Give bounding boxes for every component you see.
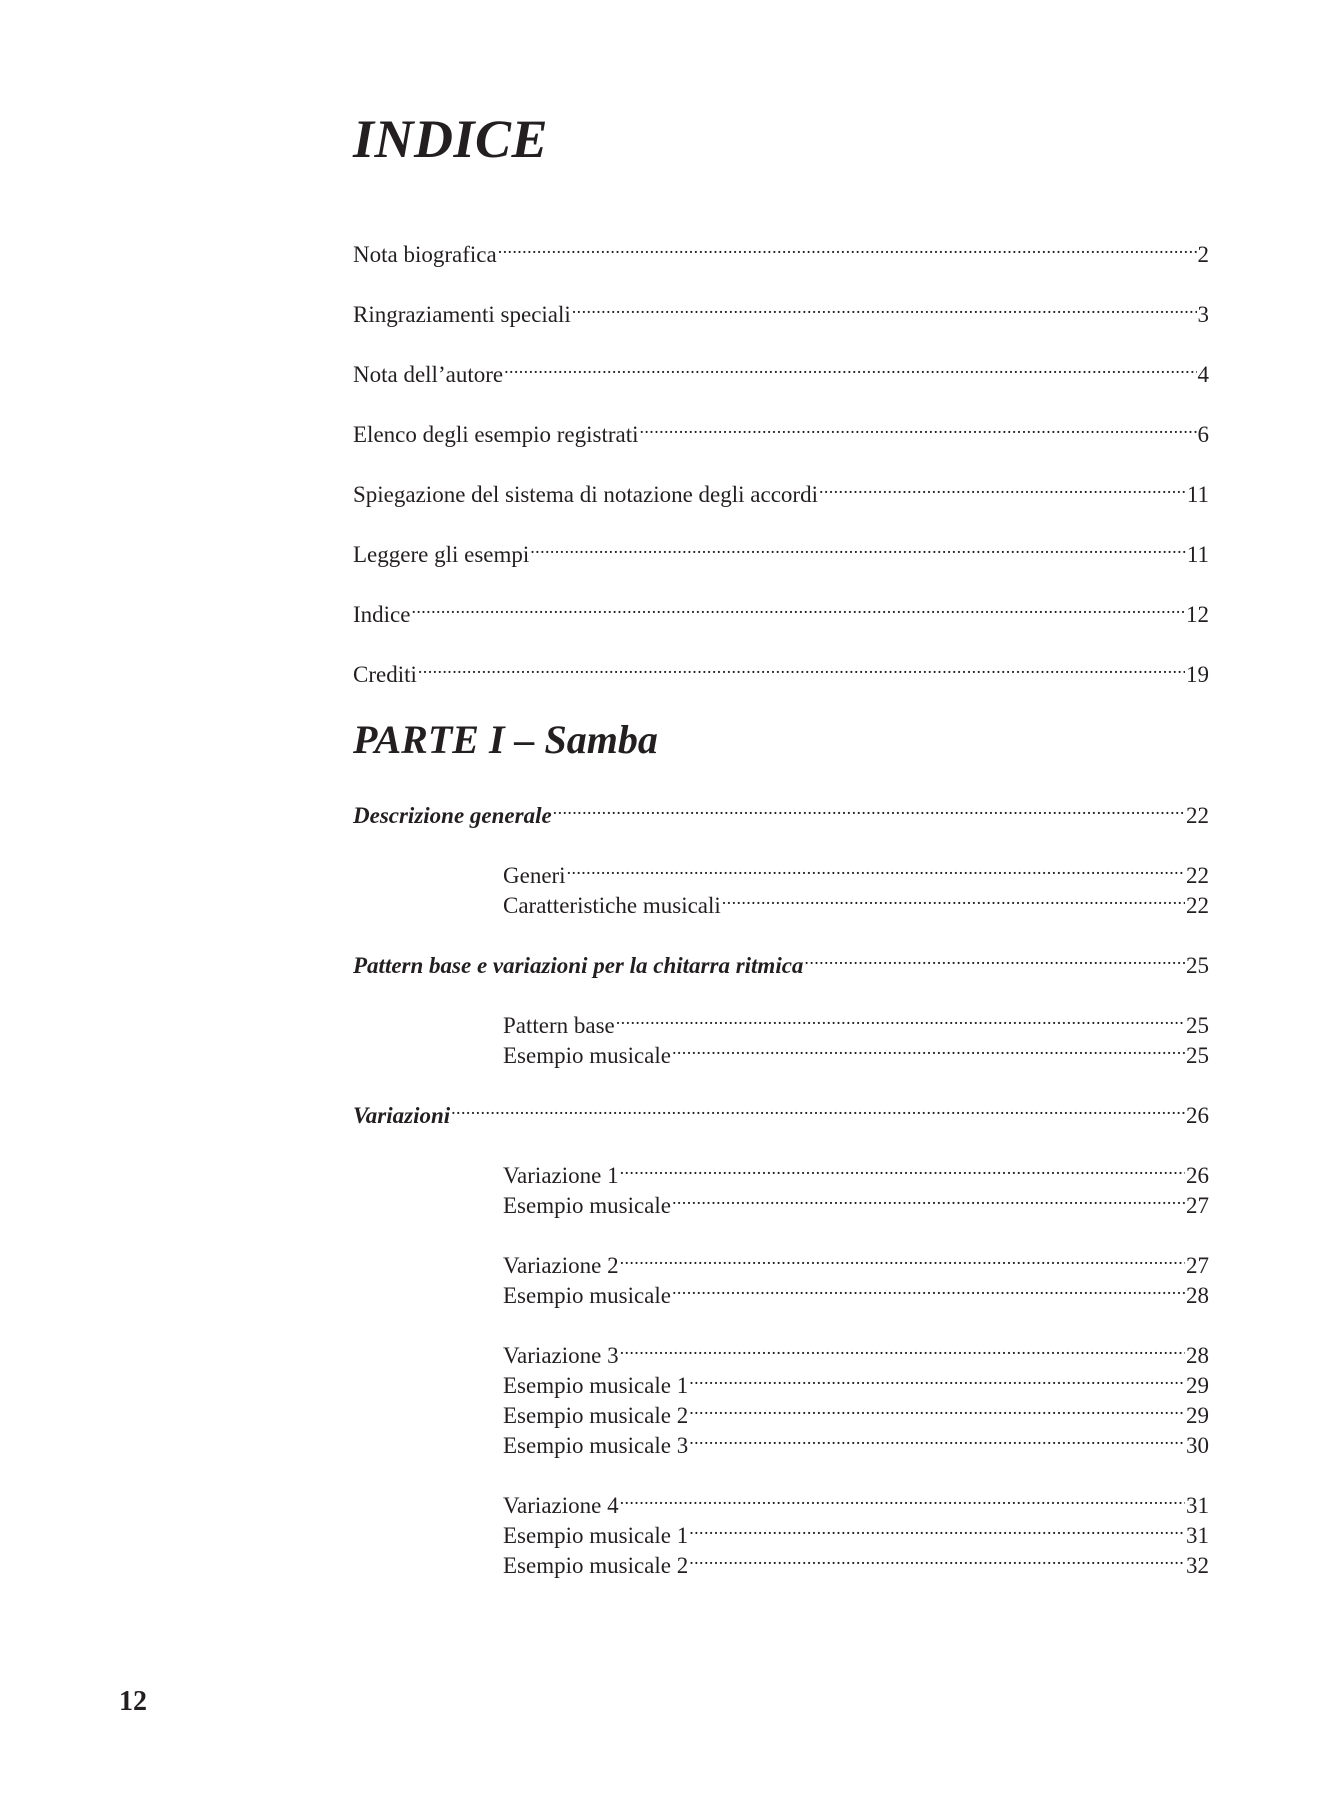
dot-leader — [620, 1153, 1185, 1183]
dot-leader — [504, 352, 1196, 382]
toc-subentry — [503, 1393, 1209, 1428]
toc-subentry — [503, 883, 1209, 918]
toc-page-number: 2 — [1197, 242, 1209, 267]
toc-label: Spiegazione del sistema di notazione degli accordi — [353, 482, 818, 507]
dot-leader — [553, 793, 1185, 823]
dot-leader — [722, 883, 1185, 913]
toc-label: Pattern base — [503, 1013, 615, 1038]
dot-leader — [640, 412, 1197, 442]
dot-leader — [451, 1093, 1185, 1123]
dot-leader — [620, 1333, 1185, 1363]
toc-section-entry — [353, 1093, 1209, 1128]
toc-subentry — [503, 1273, 1209, 1308]
toc-page-number: 26 — [1186, 1103, 1209, 1128]
toc-label: Variazione 3 — [503, 1343, 619, 1368]
toc-subentry — [503, 1183, 1209, 1218]
toc-page-number: 11 — [1186, 542, 1209, 567]
page-title: INDICE — [353, 109, 549, 169]
toc-entry — [353, 352, 1209, 387]
dot-leader — [620, 1243, 1185, 1273]
toc-entry — [353, 652, 1209, 687]
toc-entry — [353, 472, 1209, 507]
toc-page-number: 3 — [1197, 302, 1209, 327]
toc-label: Crediti — [353, 662, 417, 687]
toc-subentry — [503, 1003, 1209, 1038]
toc-section-label: Descrizione generale — [353, 803, 552, 828]
toc-page-number: 6 — [1197, 422, 1209, 447]
toc-label: Elenco degli esempio registrati — [353, 422, 639, 447]
toc-page-number: 29 — [1186, 1373, 1209, 1398]
toc-label: Variazione 4 — [503, 1493, 619, 1518]
toc-page-number: 22 — [1186, 863, 1209, 888]
toc-section-label: Variazioni — [353, 1103, 451, 1128]
toc-subentry — [503, 1513, 1209, 1548]
toc-label: Variazione 1 — [503, 1163, 619, 1188]
toc-subentry — [503, 1033, 1209, 1068]
toc-page-number: 25 — [1186, 953, 1209, 978]
dot-leader — [819, 472, 1186, 502]
toc-entry — [353, 532, 1209, 567]
dot-leader — [616, 1003, 1185, 1033]
toc-subentry — [503, 1543, 1209, 1578]
toc-entry — [353, 592, 1209, 627]
toc-page-number: 19 — [1186, 662, 1209, 687]
toc-label: Esempio musicale — [503, 1193, 671, 1218]
toc-subentry — [503, 1333, 1209, 1368]
toc-label: Variazione 2 — [503, 1253, 619, 1278]
toc-section-entry — [353, 793, 1209, 828]
dot-leader — [418, 652, 1185, 682]
toc-label: Esempio musicale — [503, 1043, 671, 1068]
toc-label: Esempio musicale 1 — [503, 1373, 689, 1398]
part-title: PARTE I – Samba — [353, 717, 658, 762]
dot-leader — [572, 292, 1197, 322]
toc-label: Esempio musicale 2 — [503, 1403, 689, 1428]
toc-page-number: 11 — [1186, 482, 1209, 507]
toc-page-number: 32 — [1186, 1553, 1209, 1578]
page-number: 12 — [119, 1686, 147, 1717]
dot-leader — [689, 1513, 1185, 1543]
toc-subentry — [503, 1363, 1209, 1398]
toc-section-label: Pattern base e variazioni per la chitarra ritmica — [353, 953, 804, 978]
toc-entry — [353, 292, 1209, 327]
toc-subentry — [503, 1153, 1209, 1188]
dot-leader — [689, 1363, 1185, 1393]
toc-label: Ringraziamenti speciali — [353, 302, 571, 327]
toc-subentry — [503, 1243, 1209, 1278]
toc-page-number: 28 — [1186, 1283, 1209, 1308]
toc-page-number: 12 — [1186, 602, 1209, 627]
dot-leader — [689, 1393, 1185, 1423]
toc-page-number: 30 — [1186, 1433, 1209, 1458]
dot-leader — [672, 1273, 1185, 1303]
toc-label: Esempio musicale 2 — [503, 1553, 689, 1578]
toc-page-number: 29 — [1186, 1403, 1209, 1428]
toc-label: Indice — [353, 602, 411, 627]
toc-label: Esempio musicale — [503, 1283, 671, 1308]
dot-leader — [411, 592, 1185, 622]
toc-subentry — [503, 1423, 1209, 1458]
toc-label: Esempio musicale 3 — [503, 1433, 689, 1458]
dot-leader — [689, 1543, 1185, 1573]
toc-label: Nota dell’autore — [353, 362, 504, 387]
toc-label: Caratteristiche musicali — [503, 893, 721, 918]
dot-leader — [567, 853, 1185, 883]
toc-page-number: 27 — [1186, 1193, 1209, 1218]
toc-page-number: 25 — [1186, 1013, 1209, 1038]
dot-leader — [689, 1423, 1185, 1453]
toc-label: Leggere gli esempi — [353, 542, 530, 567]
toc-page-number: 27 — [1186, 1253, 1209, 1278]
dot-leader — [620, 1483, 1185, 1513]
toc-label: Generi — [503, 863, 566, 888]
toc-label: Esempio musicale 1 — [503, 1523, 689, 1548]
dot-leader — [530, 532, 1186, 562]
toc-page-number: 4 — [1197, 362, 1209, 387]
toc-page-number: 26 — [1186, 1163, 1209, 1188]
toc-page-number: 28 — [1186, 1343, 1209, 1368]
toc-page-number: 31 — [1186, 1493, 1209, 1518]
toc-subentry — [503, 1483, 1209, 1518]
toc-page-number: 22 — [1186, 893, 1209, 918]
toc-subentry — [503, 853, 1209, 888]
dot-leader — [672, 1033, 1185, 1063]
toc-section-entry — [353, 943, 1209, 978]
toc-label: Nota biografica — [353, 242, 497, 267]
toc-page-number: 25 — [1186, 1043, 1209, 1068]
dot-leader — [804, 943, 1185, 973]
toc-entry — [353, 412, 1209, 447]
dot-leader — [672, 1183, 1185, 1213]
dot-leader — [498, 232, 1197, 262]
toc-entry — [353, 232, 1209, 267]
toc-page-number: 22 — [1186, 803, 1209, 828]
toc-page-number: 31 — [1186, 1523, 1209, 1548]
